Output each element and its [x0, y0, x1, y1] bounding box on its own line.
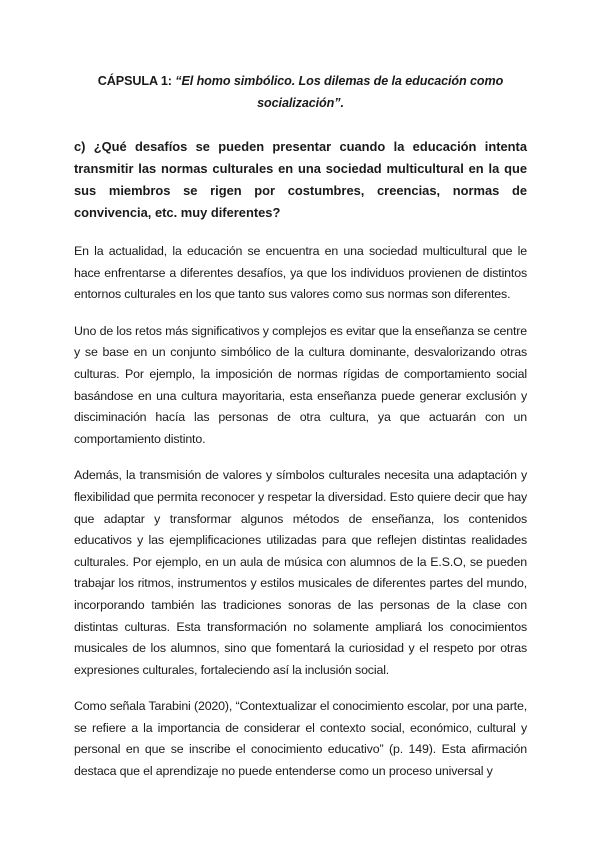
- paragraph-adaptation: Además, la transmisión de valores y símbolos culturales necesita una adaptación y flexibilidad que permita reconocer y respetar la diversidad. Esto quiere decir que hay que adaptar y transformar algunos métodos de enseñanza, los contenidos educativos y las ejemplificaciones utilizadas para que reflejen distintas realidades culturales. Por ejemplo, en un aula de música con alumnos de la E.S.O, se pueden trabajar los ritmos, instrumentos y estilos musicales de diferentes partes del mundo, incorporando también las tradiciones sonoras de las personas de la clase con distintas culturas. Esta transformación no solamente ampliará los conocimientos musicales de los alumnos, sino que fomentará la curiosidad y el respeto por otras expresiones culturales, fortaleciendo así la inclusión social.: [74, 468, 527, 677]
- paragraph-challenges: Uno de los retos más significativos y complejos es evitar que la enseñanza se centre y se base en un conjunto simbólico de la cultura dominante, desvalorizando otras culturas. Por ejemplo, la imposición de normas rígidas de comportamiento social basándose en una cultura mayoritaria, esta enseñanza puede generar exclusión y disciminación hacía las personas de otra cultura, ya que actuarán con un comportamiento distinto.: [74, 323, 527, 446]
- title-quote: “El homo simbólico. Los dilemas de la educación como socialización”.: [175, 74, 504, 110]
- question-heading: c) ¿Qué desafíos se pueden presentar cuando la educación intenta transmitir las normas culturales en una sociedad multicultural en la que sus miembros se rigen por costumbres, creencias, normas de convivencia, etc. muy diferentes?: [74, 139, 527, 220]
- document-title: [74, 70, 527, 114]
- paragraph-citation: Como señala Tarabini (2020), “Contextualizar el conocimiento escolar, por una parte, se refiere a la importancia de considerar el contexto social, económico, cultural y personal en que se inscribe el conocimiento educativo” (p. 149). Esta afirmación destaca que el aprendizaje no puede entenderse como un proceso universal y: [74, 699, 527, 779]
- paragraph-intro: En la actualidad, la educación se encuentra en una sociedad multicultural que le hace enfrentarse a diferentes desafíos, ya que los individuos provienen de distintos entornos culturales en los que tanto sus valores como sus normas son diferentes.: [74, 244, 527, 302]
- title-label: CÁPSULA 1:: [97, 74, 172, 88]
